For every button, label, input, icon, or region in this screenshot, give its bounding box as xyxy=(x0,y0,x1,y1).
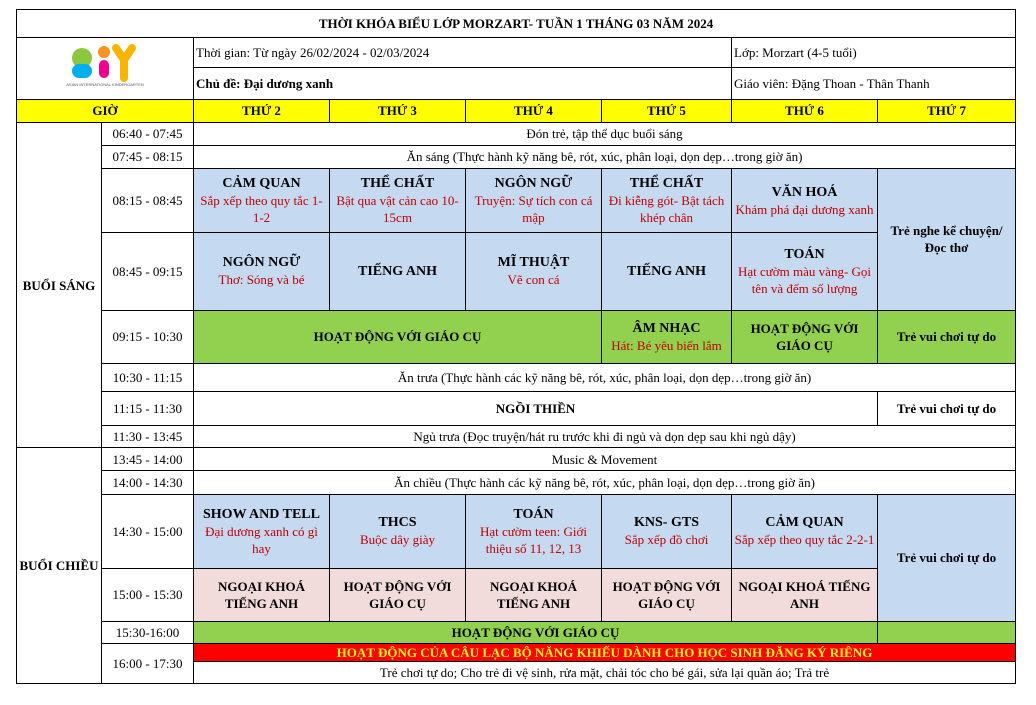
lesson-cell: SHOW AND TELL Đại dương xanh có gì hay xyxy=(194,495,330,568)
logo-small-text: ASIAN INTERNATIONAL KINDERGARTEN xyxy=(66,82,144,88)
timetable xyxy=(16,9,1016,684)
info-topic xyxy=(194,68,732,100)
time-slot: 15:30-16:00 xyxy=(102,621,194,643)
header-time: GIỜ xyxy=(17,99,194,122)
lesson-cell: MĨ THUẬT Vẽ con cá xyxy=(466,233,602,310)
lesson-cell: THỂ CHẤT Bật qua vật cản cao 10- 15cm xyxy=(330,169,466,233)
info-time: Thời gian: Từ ngày 26/02/2024 - 02/03/2024 xyxy=(194,37,732,68)
lesson-cell: THỂ CHẤT Đi kiễng gót- Bật tách khép chân xyxy=(602,169,732,233)
saturday-free-play: Trẻ vui chơi tự do xyxy=(878,495,1016,621)
lesson-cell: TOÁN Hạt cườm teen: Giới thiệu số 11, 12, 13 xyxy=(466,495,602,568)
time-slot: 15:00 - 15:30 xyxy=(102,568,194,621)
row-music: Music & Movement xyxy=(194,448,1016,470)
time-slot: 09:15 - 10:30 xyxy=(102,310,194,363)
header-day-4: THỨ 4 xyxy=(466,99,602,122)
lesson-cell: CẢM QUAN Sắp xếp theo quy tắc 2-2-1 xyxy=(732,495,878,568)
lesson-cell: HOẠT ĐỘNG VỚI GIÁO CỤ xyxy=(330,568,466,621)
page-title: THỜI KHÓA BIỂU LỚP MORZART- TUẦN 1 THÁNG 03 NĂM 2024 xyxy=(17,10,1016,38)
row-nap: Ngủ trưa (Đọc truyện/hát ru trước khi đi ngủ và dọn dẹp sau khi ngủ dậy) xyxy=(194,425,1016,447)
montessori-activity: HOẠT ĐỘNG VỚI GIÁO CỤ xyxy=(194,621,878,643)
lesson-cell: THCS Buộc dây giày xyxy=(330,495,466,568)
time-slot: 08:15 - 08:45 xyxy=(102,169,194,233)
row-welcome: Đón trẻ, tập thể dục buổi sáng xyxy=(194,123,1016,145)
header-day-7: THỨ 7 xyxy=(878,99,1016,122)
lesson-cell: KNS- GTS Sắp xếp đồ chơi xyxy=(602,495,732,568)
row-lunch: Ăn trưa (Thực hành các kỹ năng bê, rót, xúc, phân loại, dọn dẹp…trong giờ ăn) xyxy=(194,363,1016,392)
lesson-cell: NGÔN NGỮ Thơ: Sóng và bé xyxy=(194,233,330,310)
lesson-cell: HOẠT ĐỘNG VỚI GIÁO CỤ xyxy=(602,568,732,621)
row-pickup: Trẻ chơi tự do; Cho trẻ đi vệ sinh, rửa mặt, chải tóc cho bé gái, sửa lại quần áo; Trả trẻ xyxy=(194,662,1016,684)
saturday-free-play: Trẻ vui chơi tự do xyxy=(878,392,1016,426)
row-breakfast: Ăn sáng (Thực hành kỹ năng bê, rót, xúc, phân loại, dọn dẹp…trong giờ ăn) xyxy=(194,145,1016,168)
header-day-6: THỨ 6 xyxy=(732,99,878,122)
aik-logo-icon xyxy=(60,38,150,94)
info-class: Lớp: Morzart (4-5 tuổi) xyxy=(732,37,1016,68)
logo xyxy=(17,37,194,99)
saturday-free-play: Trẻ vui chơi tự do xyxy=(878,310,1016,363)
time-slot: 14:30 - 15:00 xyxy=(102,495,194,568)
time-slot: 11:30 - 13:45 xyxy=(102,425,194,447)
lesson-cell: ÂM NHẠC Hát: Bé yêu biển lắm xyxy=(602,310,732,363)
time-slot: 16:00 - 17:30 xyxy=(102,644,194,684)
topic-label: Chủ đề: xyxy=(196,75,244,91)
time-slot: 13:45 - 14:00 xyxy=(102,448,194,470)
row-meditation: NGỒI THIỀN xyxy=(194,392,878,426)
time-slot: 07:45 - 08:15 xyxy=(102,145,194,168)
time-slot: 06:40 - 07:45 xyxy=(102,123,194,145)
time-slot: 14:00 - 14:30 xyxy=(102,470,194,494)
time-slot: 10:30 - 11:15 xyxy=(102,363,194,392)
header-day-2: THỨ 2 xyxy=(194,99,330,122)
header-day-5: THỨ 5 xyxy=(602,99,732,122)
time-slot: 08:45 - 09:15 xyxy=(102,233,194,310)
header-day-3: THỨ 3 xyxy=(330,99,466,122)
lesson-cell: TIẾNG ANH xyxy=(602,233,732,310)
green-filler xyxy=(878,621,1016,643)
info-teacher: Giáo viên: Đặng Thoan - Thân Thanh xyxy=(732,68,1016,100)
lesson-cell: NGÔN NGỮ Truyện: Sự tích con cá mập xyxy=(466,169,602,233)
lesson-cell: NGOẠI KHOÁ TIẾNG ANH xyxy=(732,568,878,621)
session-afternoon: BUỔI CHIỀU xyxy=(17,448,102,684)
row-snack: Ăn chiều (Thực hành các kỹ năng bê, rót, xúc, phân loại, dọn dẹp…trong giờ ăn) xyxy=(194,470,1016,494)
saturday-story: Trẻ nghe kể chuyện/Đọc thơ xyxy=(878,169,1016,311)
session-morning: BUỔI SÁNG xyxy=(17,123,102,448)
montessori-activity: HOẠT ĐỘNG VỚI GIÁO CỤ xyxy=(194,310,602,363)
montessori-activity: HOẠT ĐỘNG VỚI GIÁO CỤ xyxy=(732,310,878,363)
lesson-cell: NGOẠI KHOÁ TIẾNG ANH xyxy=(194,568,330,621)
lesson-cell: NGOẠI KHOÁ TIẾNG ANH xyxy=(466,568,602,621)
time-slot: 11:15 - 11:30 xyxy=(102,392,194,426)
lesson-cell: TIẾNG ANH xyxy=(330,233,466,310)
club-activity-banner: HOẠT ĐỘNG CỦA CÂU LẠC BỘ NĂNG KHIẾU DÀNH CHO HỌC SINH ĐĂNG KÝ RIÊNG xyxy=(194,644,1016,662)
lesson-cell: VĂN HOÁ Khám phá đại dương xanh xyxy=(732,169,878,233)
lesson-cell: CẢM QUAN Sắp xếp theo quy tắc 1-1-2 xyxy=(194,169,330,233)
lesson-cell: TOÁN Hạt cườm màu vàng- Gọi tên và đếm số lượng xyxy=(732,233,878,310)
topic-value: Đại dương xanh xyxy=(243,75,334,91)
